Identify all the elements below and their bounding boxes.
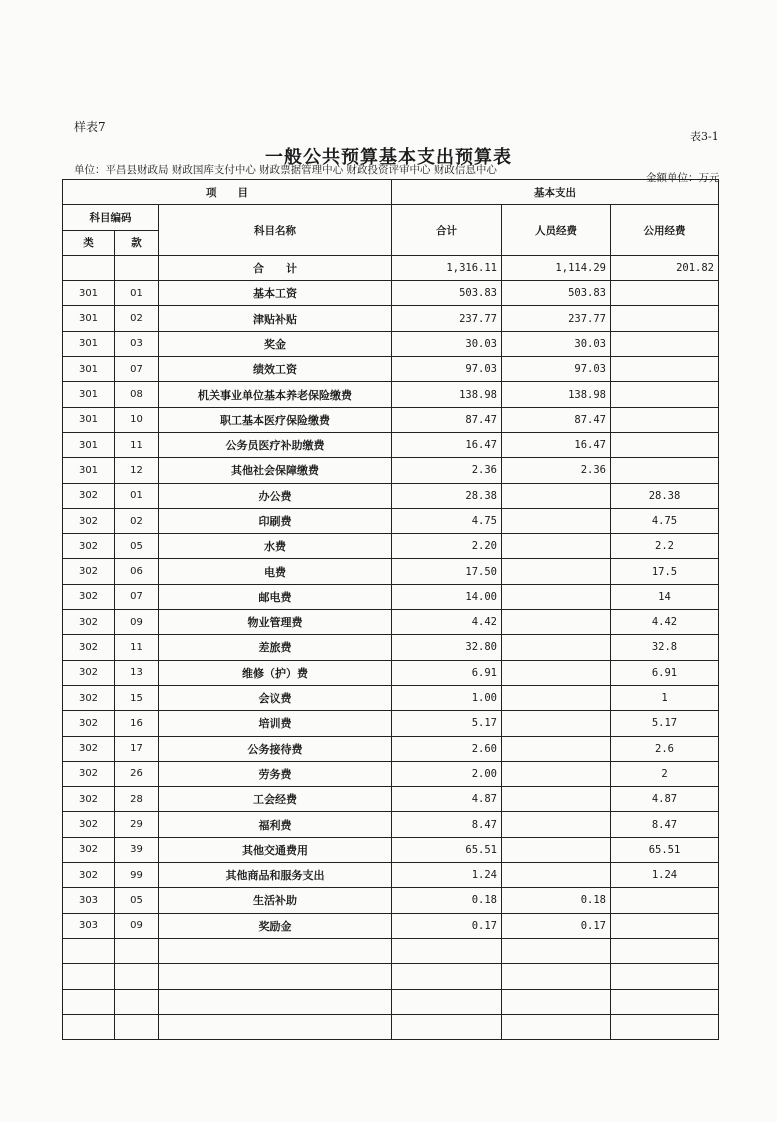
subject-name-header: 科目名称 bbox=[159, 205, 392, 256]
table-number: 表3-1 bbox=[690, 130, 719, 143]
item-code: 16 bbox=[115, 711, 159, 736]
total-cell: 65.51 bbox=[392, 837, 502, 862]
personnel-cell bbox=[502, 837, 611, 862]
item-code: 01 bbox=[115, 483, 159, 508]
table-row bbox=[63, 407, 719, 432]
total-cell: 8.47 bbox=[392, 812, 502, 837]
category-code: 302 bbox=[63, 559, 115, 584]
total-cell: 0.17 bbox=[392, 913, 502, 938]
personnel-cell bbox=[502, 711, 611, 736]
item-code: 15 bbox=[115, 685, 159, 710]
public-cell bbox=[611, 458, 719, 483]
amount-unit: 金额单位：万元 bbox=[646, 172, 720, 184]
table-row bbox=[63, 711, 719, 736]
personnel-cell bbox=[502, 685, 611, 710]
subject-name: 办公费 bbox=[159, 483, 392, 508]
subject-name: 电费 bbox=[159, 559, 392, 584]
public-header: 公用经费 bbox=[611, 205, 719, 256]
public-cell: 28.38 bbox=[611, 483, 719, 508]
table-row bbox=[63, 483, 719, 508]
category-code: 303 bbox=[63, 913, 115, 938]
category-code: 302 bbox=[63, 508, 115, 533]
personnel-cell bbox=[502, 863, 611, 888]
personnel-cell: 138.98 bbox=[502, 382, 611, 407]
public-cell: 2.6 bbox=[611, 736, 719, 761]
total-cell: 2.00 bbox=[392, 761, 502, 786]
blank-row bbox=[63, 964, 719, 989]
table-row bbox=[63, 610, 719, 635]
sample-label: 样表7 bbox=[74, 120, 106, 134]
public-cell: 2.2 bbox=[611, 534, 719, 559]
item-code: 03 bbox=[115, 331, 159, 356]
subject-name: 邮电费 bbox=[159, 584, 392, 609]
item-code: 01 bbox=[115, 281, 159, 306]
public-cell: 4.75 bbox=[611, 508, 719, 533]
item-code: 07 bbox=[115, 357, 159, 382]
subject-name: 工会经费 bbox=[159, 787, 392, 812]
item-code: 09 bbox=[115, 610, 159, 635]
subject-name: 奖励金 bbox=[159, 913, 392, 938]
public-cell bbox=[611, 281, 719, 306]
category-code: 302 bbox=[63, 711, 115, 736]
personnel-cell: 0.17 bbox=[502, 913, 611, 938]
item-code: 02 bbox=[115, 508, 159, 533]
item-code: 17 bbox=[115, 736, 159, 761]
subject-name: 津贴补贴 bbox=[159, 306, 392, 331]
table-row bbox=[63, 837, 719, 862]
public-cell: 1 bbox=[611, 685, 719, 710]
public-cell: 65.51 bbox=[611, 837, 719, 862]
subject-name: 奖金 bbox=[159, 331, 392, 356]
table-row bbox=[63, 432, 719, 457]
subject-name: 水费 bbox=[159, 534, 392, 559]
category-code: 301 bbox=[63, 306, 115, 331]
personnel-cell bbox=[502, 812, 611, 837]
item-code: 11 bbox=[115, 432, 159, 457]
total-cell: 237.77 bbox=[392, 306, 502, 331]
item-code: 99 bbox=[115, 863, 159, 888]
personnel-cell: 2.36 bbox=[502, 458, 611, 483]
item-code: 05 bbox=[115, 534, 159, 559]
category-code: 301 bbox=[63, 432, 115, 457]
total-cell: 87.47 bbox=[392, 407, 502, 432]
total-cell: 28.38 bbox=[392, 483, 502, 508]
item-header: 款 bbox=[115, 230, 159, 255]
table-row bbox=[63, 357, 719, 382]
table-row bbox=[63, 736, 719, 761]
category-code: 301 bbox=[63, 357, 115, 382]
table-row bbox=[63, 685, 719, 710]
category-code: 302 bbox=[63, 787, 115, 812]
item-code: 09 bbox=[115, 913, 159, 938]
public-cell bbox=[611, 432, 719, 457]
public-cell: 2 bbox=[611, 761, 719, 786]
category-code: 302 bbox=[63, 736, 115, 761]
table-row bbox=[63, 584, 719, 609]
category-code: 302 bbox=[63, 685, 115, 710]
item-code: 10 bbox=[115, 407, 159, 432]
total-cell: 2.60 bbox=[392, 736, 502, 761]
subject-name: 基本工资 bbox=[159, 281, 392, 306]
basic-expenditure-header: 基本支出 bbox=[392, 180, 719, 205]
personnel-cell bbox=[502, 660, 611, 685]
personnel-cell: 97.03 bbox=[502, 357, 611, 382]
category-header: 类 bbox=[63, 230, 115, 255]
subject-name: 印刷费 bbox=[159, 508, 392, 533]
table-row bbox=[63, 660, 719, 685]
total-public: 201.82 bbox=[611, 255, 719, 280]
subject-name: 职工基本医疗保险缴费 bbox=[159, 407, 392, 432]
personnel-cell bbox=[502, 610, 611, 635]
category-code: 301 bbox=[63, 331, 115, 356]
total-cell: 16.47 bbox=[392, 432, 502, 457]
page-title: 一般公共预算基本支出预算表 bbox=[265, 147, 512, 168]
subject-name: 绩效工资 bbox=[159, 357, 392, 382]
total-amount: 1,316.11 bbox=[392, 255, 502, 280]
subject-name: 生活补助 bbox=[159, 888, 392, 913]
category-code: 302 bbox=[63, 534, 115, 559]
personnel-cell bbox=[502, 483, 611, 508]
item-code: 26 bbox=[115, 761, 159, 786]
item-code: 06 bbox=[115, 559, 159, 584]
total-cell: 14.00 bbox=[392, 584, 502, 609]
table-row bbox=[63, 888, 719, 913]
subject-name: 机关事业单位基本养老保险缴费 bbox=[159, 382, 392, 407]
table-row bbox=[63, 306, 719, 331]
total-cell: 30.03 bbox=[392, 331, 502, 356]
item-code: 05 bbox=[115, 888, 159, 913]
public-cell: 32.8 bbox=[611, 635, 719, 660]
subject-name: 其他商品和服务支出 bbox=[159, 863, 392, 888]
total-cell: 2.36 bbox=[392, 458, 502, 483]
header-row-1 bbox=[63, 180, 719, 205]
blank-row bbox=[63, 989, 719, 1014]
table-row bbox=[63, 281, 719, 306]
subject-name: 劳务费 bbox=[159, 761, 392, 786]
subject-name: 其他社会保障缴费 bbox=[159, 458, 392, 483]
subject-name: 差旅费 bbox=[159, 635, 392, 660]
total-header: 合计 bbox=[392, 205, 502, 256]
personnel-cell bbox=[502, 559, 611, 584]
category-code: 301 bbox=[63, 407, 115, 432]
category-code: 302 bbox=[63, 863, 115, 888]
blank-row bbox=[63, 938, 719, 963]
item-code: 12 bbox=[115, 458, 159, 483]
public-cell: 5.17 bbox=[611, 711, 719, 736]
total-label: 合 计 bbox=[159, 255, 392, 280]
total-cell: 4.42 bbox=[392, 610, 502, 635]
public-cell: 14 bbox=[611, 584, 719, 609]
personnel-cell bbox=[502, 635, 611, 660]
subject-name: 维修（护）费 bbox=[159, 660, 392, 685]
subject-name: 会议费 bbox=[159, 685, 392, 710]
personnel-cell bbox=[502, 534, 611, 559]
table-row bbox=[63, 458, 719, 483]
table-row bbox=[63, 761, 719, 786]
category-code: 301 bbox=[63, 382, 115, 407]
personnel-header: 人员经费 bbox=[502, 205, 611, 256]
table-row bbox=[63, 913, 719, 938]
public-cell: 4.87 bbox=[611, 787, 719, 812]
category-code: 302 bbox=[63, 584, 115, 609]
total-row bbox=[63, 255, 719, 280]
personnel-cell: 503.83 bbox=[502, 281, 611, 306]
public-cell bbox=[611, 306, 719, 331]
category-code: 301 bbox=[63, 281, 115, 306]
total-cell: 4.75 bbox=[392, 508, 502, 533]
item-code: 02 bbox=[115, 306, 159, 331]
public-cell: 1.24 bbox=[611, 863, 719, 888]
personnel-cell bbox=[502, 508, 611, 533]
table-row bbox=[63, 382, 719, 407]
personnel-cell: 16.47 bbox=[502, 432, 611, 457]
table-row bbox=[63, 508, 719, 533]
subject-name: 公务员医疗补助缴费 bbox=[159, 432, 392, 457]
item-code: 39 bbox=[115, 837, 159, 862]
public-cell: 6.91 bbox=[611, 660, 719, 685]
category-code: 302 bbox=[63, 761, 115, 786]
category-code: 301 bbox=[63, 458, 115, 483]
item-code: 13 bbox=[115, 660, 159, 685]
public-cell bbox=[611, 407, 719, 432]
personnel-cell bbox=[502, 761, 611, 786]
subject-name: 其他交通费用 bbox=[159, 837, 392, 862]
personnel-cell bbox=[502, 787, 611, 812]
public-cell bbox=[611, 382, 719, 407]
table-row bbox=[63, 863, 719, 888]
item-code: 29 bbox=[115, 812, 159, 837]
table-row bbox=[63, 559, 719, 584]
category-code: 302 bbox=[63, 660, 115, 685]
unit-line: 单位：平昌县财政局 财政国库支付中心 财政票据管理中心 财政投资评审中心 财政信息中心 bbox=[74, 164, 497, 176]
public-cell bbox=[611, 331, 719, 356]
total-cell: 97.03 bbox=[392, 357, 502, 382]
total-cell: 0.18 bbox=[392, 888, 502, 913]
category-code: 302 bbox=[63, 483, 115, 508]
category-code: 302 bbox=[63, 837, 115, 862]
personnel-cell bbox=[502, 584, 611, 609]
total-cell: 17.50 bbox=[392, 559, 502, 584]
total-cell: 1.24 bbox=[392, 863, 502, 888]
total-cell: 5.17 bbox=[392, 711, 502, 736]
item-code: 07 bbox=[115, 584, 159, 609]
subject-name: 培训费 bbox=[159, 711, 392, 736]
public-cell bbox=[611, 913, 719, 938]
personnel-cell bbox=[502, 736, 611, 761]
subject-name: 福利费 bbox=[159, 812, 392, 837]
personnel-cell: 237.77 bbox=[502, 306, 611, 331]
subject-name: 物业管理费 bbox=[159, 610, 392, 635]
personnel-cell: 30.03 bbox=[502, 331, 611, 356]
item-code: 08 bbox=[115, 382, 159, 407]
total-cell: 2.20 bbox=[392, 534, 502, 559]
item-code: 11 bbox=[115, 635, 159, 660]
header-row-2 bbox=[63, 205, 719, 230]
table-row bbox=[63, 534, 719, 559]
table-row bbox=[63, 635, 719, 660]
category-code: 302 bbox=[63, 635, 115, 660]
table-row bbox=[63, 331, 719, 356]
total-personnel: 1,114.29 bbox=[502, 255, 611, 280]
category-code: 303 bbox=[63, 888, 115, 913]
total-cell: 4.87 bbox=[392, 787, 502, 812]
total-cell: 138.98 bbox=[392, 382, 502, 407]
budget-table bbox=[62, 179, 719, 1040]
total-cell: 32.80 bbox=[392, 635, 502, 660]
public-cell bbox=[611, 357, 719, 382]
public-cell: 8.47 bbox=[611, 812, 719, 837]
category-code: 302 bbox=[63, 812, 115, 837]
public-cell: 17.5 bbox=[611, 559, 719, 584]
public-cell: 4.42 bbox=[611, 610, 719, 635]
total-cell: 6.91 bbox=[392, 660, 502, 685]
total-cell: 1.00 bbox=[392, 685, 502, 710]
blank-row bbox=[63, 1014, 719, 1039]
subject-code-header: 科目编码 bbox=[63, 205, 159, 230]
subject-name: 公务接待费 bbox=[159, 736, 392, 761]
table-row bbox=[63, 812, 719, 837]
total-cell: 503.83 bbox=[392, 281, 502, 306]
project-header: 项 目 bbox=[63, 180, 392, 205]
item-code: 28 bbox=[115, 787, 159, 812]
personnel-cell: 0.18 bbox=[502, 888, 611, 913]
category-code: 302 bbox=[63, 610, 115, 635]
public-cell bbox=[611, 888, 719, 913]
table-row bbox=[63, 787, 719, 812]
personnel-cell: 87.47 bbox=[502, 407, 611, 432]
